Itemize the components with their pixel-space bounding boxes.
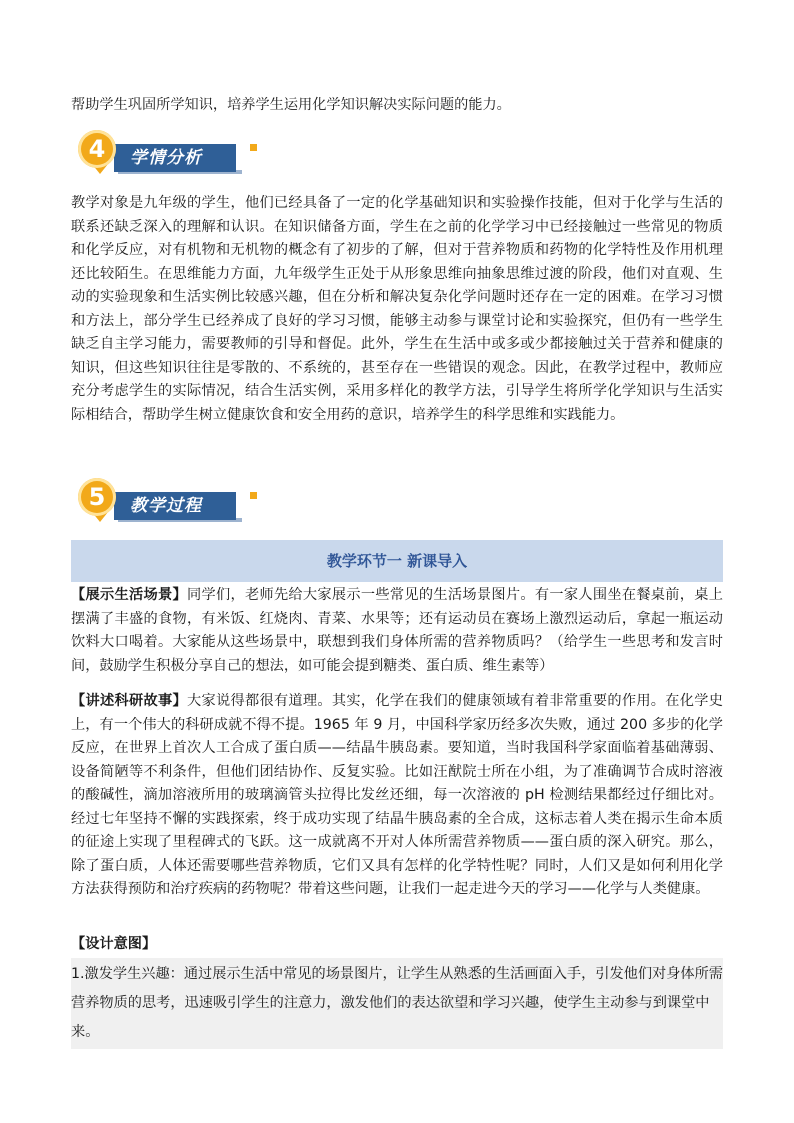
- research-story-paragraph: [71, 690, 723, 902]
- design-intent-item-1: 1.激发学生兴趣：通过展示生活中常见的场景图片，让学生从熟悉的生活画面入手，引发他们对身体所需营养物质的思考，迅速吸引学生的注意力，激发他们的表达欲望和学习兴趣，使学生主动参与到课堂中来。: [71, 958, 723, 1049]
- research-story-text: 大家说得都很有道理。其实，化学在我们的健康领域有着非常重要的作用。在化学史上，有一个伟大的科研成就不得不提。1965 年 9 月，中国科学家历经多次失败，通过 200 多步的化学反应，在世界上首次人工合成了蛋白质——结晶牛胰岛素。要知道，当时我国科学家面临着基础薄弱、设备简陋等不利条件，但他们团结协作、反复实验。比如汪猷院士所在小组，为了准确调节合成时溶液的酸碱性，滴加溶液所用的玻璃滴管头拉得比发丝还细，每一次溶液的 pH 检测结果都经过仔细比对。经过七年坚持不懈的实践探索，终于成功实现了结晶牛胰岛素的全合成，这标志着人类在揭示生命本质的征途上实现了里程碑式的飞跃。这一成就离不开对人体所需营养物质——蛋白质的深入研究。那么，除了蛋白质，人体还需要哪些营养物质，它们又具有怎样的化学特性呢？同时，人们又是如何利用化学方法获得预防和治疗疾病的药物呢？带着这些问题，让我们一起走进今天的学习——化学与人类健康。: [71, 693, 723, 897]
- stage-title-bar: 教学环节一 新课导入: [71, 540, 723, 582]
- accent-square-icon: [250, 492, 257, 499]
- accent-square-icon: [250, 144, 257, 151]
- section-header-5: [78, 478, 278, 538]
- research-story-tag: 【讲述科研故事】: [71, 693, 187, 709]
- life-scene-text: 同学们，老师先给大家展示一些常见的生活场景图片。有一家人围坐在餐桌前，桌上摆满了丰盛的食物，有米饭、红烧肉、青菜、水果等；还有运动员在赛场上激烈运动后，拿起一瓶运动饮料大口喝着。大家能从这些场景中，联想到我们身体所需的营养物质吗？（给学生一些思考和发言时间，鼓励学生积极分享自己的想法，如可能会提到糖类、蛋白质、维生素等）: [71, 587, 723, 674]
- life-scene-paragraph: [71, 584, 723, 678]
- learner-analysis-paragraph: 教学对象是九年级的学生，他们已经具备了一定的化学基础知识和实验操作技能，但对于化学与生活的联系还缺乏深入的理解和认识。在知识储备方面，学生在之前的化学学习中已经接触过一些常见的物质和化学反应，对有机物和无机物的概念有了初步的了解，但对于营养物质和药物的化学特性及作用机理还比较陌生。在思维能力方面，九年级学生正处于从形象思维向抽象思维过渡的阶段，他们对直观、生动的实验现象和生活实例比较感兴趣，但在分析和解决复杂化学问题时还存在一定的困难。在学习习惯和方法上，部分学生已经养成了良好的学习习惯，能够主动参与课堂讨论和实验探究，但仍有一些学生缺乏自主学习能力，需要教师的引导和督促。此外，学生在生活中或多或少都接触过关于营养和健康的知识，但这些知识往往是零散的、不系统的，甚至存在一些错误的观念。因此，在教学过程中，教师应充分考虑学生的实际情况，结合生活实例，采用多样化的教学方法，引导学生将所学化学知识与生活实际相结合，帮助学生树立健康饮食和安全用药的意识，培养学生的科学思维和实践能力。: [71, 195, 723, 423]
- life-scene-tag: 【展示生活场景】: [71, 587, 187, 603]
- intro-line: 帮助学生巩固所学知识，培养学生运用化学知识解决实际问题的能力。: [71, 97, 511, 113]
- section-number-4: 4: [78, 130, 116, 168]
- design-intent-heading: 【设计意图】: [71, 936, 157, 952]
- section-number-5: 5: [78, 478, 116, 516]
- section-header-4: [78, 130, 278, 190]
- section-title-5: 教学过程: [130, 496, 202, 516]
- section-title-4: 学情分析: [130, 148, 202, 168]
